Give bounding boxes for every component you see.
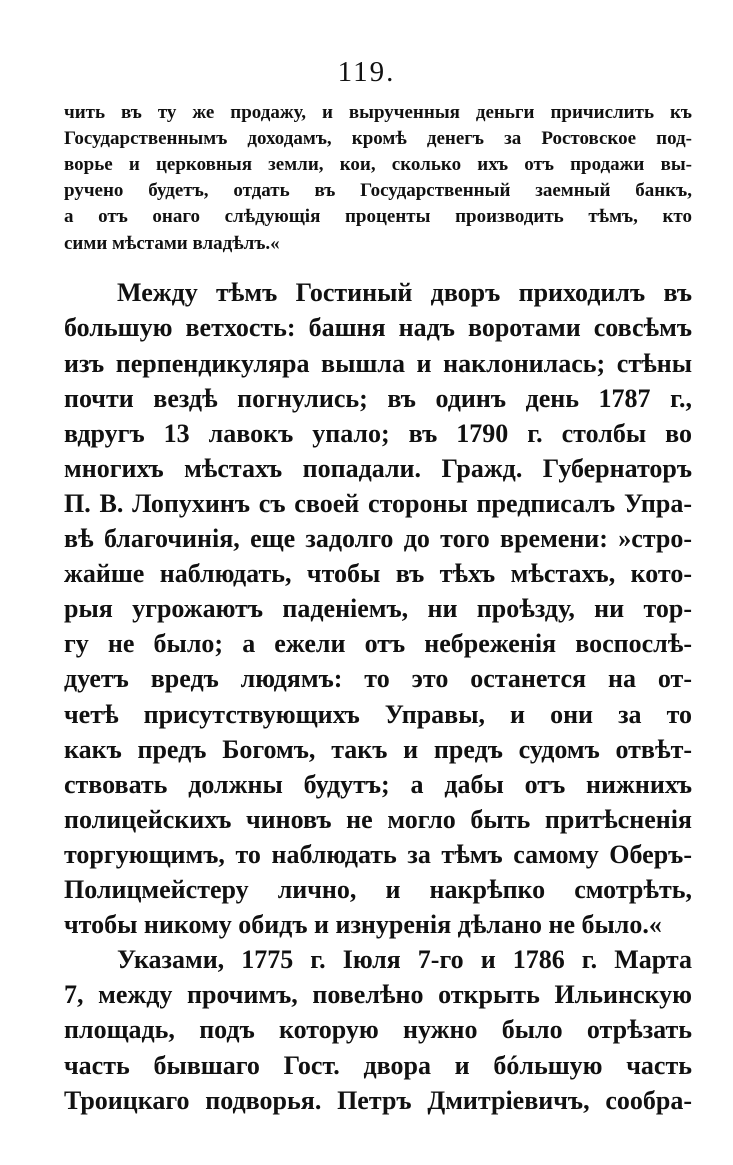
body-line: почти вездѣ погнулись; въ одинъ день 1787 г., <box>64 384 692 413</box>
body-line: ствовать должны будутъ; а дабы отъ нижнихъ <box>64 770 692 799</box>
body-line: большую ветхость: башня надъ воротами совсѣмъ <box>64 313 692 342</box>
body-line: вѣ благочинія, еще задолго до того времени: »стро- <box>64 524 692 553</box>
quote-line: ворье и церковныя земли, кои, сколько ихъ отъ продажи вы- <box>64 154 692 175</box>
page-number: 119. <box>337 56 396 88</box>
body-line: рыя угрожаютъ паденіемъ, ни проѣзду, ни тор- <box>64 594 692 623</box>
body-line: часть бывшаго Гост. двора и бóльшую часть <box>64 1051 692 1080</box>
body-line: многихъ мѣстахъ попадали. Гражд. Губернаторъ <box>64 454 692 483</box>
body-line: площадь, подъ которую нужно было отрѣзать <box>64 1015 692 1044</box>
body-line: какъ предъ Богомъ, такъ и предъ судомъ отвѣт- <box>64 735 692 764</box>
quote-line: ручено будетъ, отдать въ Государственный заемный банкъ, <box>64 180 692 201</box>
body-line: дуетъ вредъ людямъ: то это останется на от- <box>64 664 692 693</box>
body-line: жайше наблюдать, чтобы въ тѣхъ мѣстахъ, кото- <box>64 559 692 588</box>
quote-line: Государственнымъ доходамъ, кромѣ денегъ за Ростовское под- <box>64 128 692 149</box>
body-line: Между тѣмъ Гостиный дворъ приходилъ въ <box>117 278 692 307</box>
body-line: Полицмейстеру лично, и накрѣпко смотрѣть, <box>64 875 692 904</box>
body-line: четѣ присутствующихъ Управы, и они за то <box>64 700 692 729</box>
body-line: вдругъ 13 лавокъ упало; въ 1790 г. столбы во <box>64 419 692 448</box>
body-line: изъ перпендикуляра вышла и наклонилась; стѣны <box>64 349 692 378</box>
body-line: П. В. Лопухинъ съ своей стороны предписалъ Упра- <box>64 489 692 518</box>
body-line: 7, между прочимъ, повелѣно открыть Ильинскую <box>64 980 692 1009</box>
body-line: чтобы никому обидъ и изнуренія дѣлано не было.« <box>64 910 662 939</box>
quote-line: сими мѣстами владѣлъ.« <box>64 233 280 254</box>
body-line: Указами, 1775 г. Іюля 7-го и 1786 г. Марта <box>117 945 692 974</box>
body-line: полицейскихъ чиновъ не могло быть притѣсненія <box>64 805 692 834</box>
body-line: торгующимъ, то наблюдать за тѣмъ самому Оберъ- <box>64 840 692 869</box>
body-line: гу не было; а ежели отъ небреженія воспослѣ- <box>64 629 692 658</box>
body-line: Троицкаго подворья. Петръ Дмитріевичъ, сообра- <box>64 1086 692 1115</box>
quote-line: а отъ онаго слѣдующія проценты производить тѣмъ, кто <box>64 206 692 227</box>
quote-line: чить въ ту же продажу, и вырученныя деньги причислить къ <box>64 102 692 123</box>
